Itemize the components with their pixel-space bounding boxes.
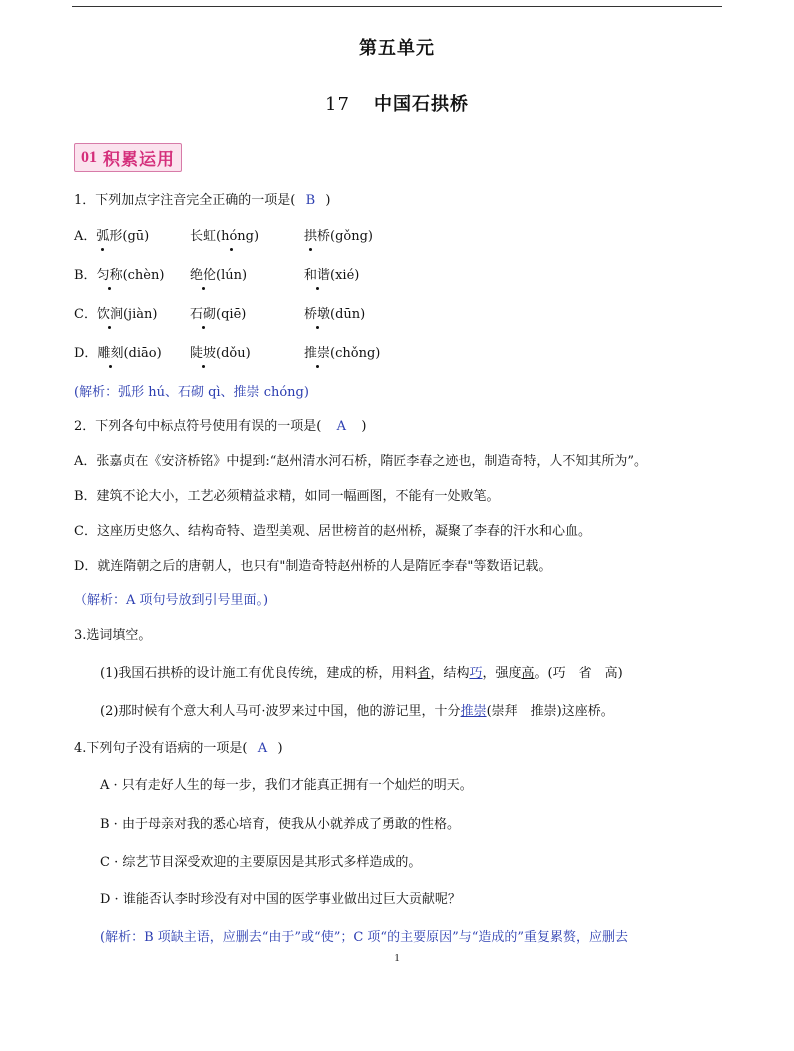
q3-sentence-1: (1)我国石拱桥的设计施工有优良传统，建成的桥，用料省，结构巧，强度高。(巧 省 高) [100,666,623,681]
q1-answer: B [305,193,316,208]
q2-option-d: D．就连隋朝之后的唐朝人，也只有"制造奇特赵州桥的人是隋匠李春"等数语记载。 [74,559,552,574]
q2-stem: 2．下列各句中标点符号使用有误的一项是( A ) [74,417,366,437]
q1-analysis: (解析：弧形 hú、石砌 qì、推崇 chóng) [74,385,309,400]
q4-option-c: C · 综艺节目深受欢迎的主要原因是其形式多样造成的。 [100,855,422,870]
q4-answer: A [257,741,268,756]
q2-option-a: A．张嘉贞在《安济桥铭》中提到:“赵州清水河石桥，隋匠李春之迹也，制造奇特，人不知其所为”。 [74,454,648,469]
q3-stem: 3.选词填空。 [74,628,152,643]
section-badge [74,143,182,172]
section-number: 01 [81,148,97,166]
q1-option-c: C．饮涧(jiàn) 石砌(qiē) 桥墩(dūn) [74,305,674,325]
q2-option-c: C．这座历史悠久、结构奇特、造型美观、居世榜首的赵州桥，凝聚了李春的汗水和心血。 [74,524,591,539]
unit-title: 第五单元 [359,38,435,59]
q1-option-d: D．雕刻(diāo) 陡坡(dǒu) 推崇(chǒng) [74,344,674,364]
header-rule [72,6,722,7]
q4-option-d: D · 谁能否认李时珍没有对中国的医学事业做出过巨大贡献呢？ [100,892,461,907]
q3-answer-3: 高 [521,666,535,681]
lesson-title [0,90,794,116]
q3-answer-1: 省 [417,666,431,681]
q2-option-b: B．建筑不论大小，工艺必须精益求精，如同一幅画图，不能有一处败笔。 [74,489,500,504]
section-label: 积累运用 [103,150,175,170]
q4-stem: 4.下列句子没有语病的一项是( A ) [74,739,283,759]
q3-answer-4: 推崇 [460,704,487,719]
lesson-name: 中国石拱桥 [373,94,469,115]
q4-option-a: A · 只有走好人生的每一步，我们才能真正拥有一个灿烂的明天。 [100,778,473,793]
q3-sentence-2: (2)那时候有个意大利人马可·波罗来过中国，他的游记里，十分推崇(崇拜 推崇)这座桥。 [100,704,614,719]
q2-answer: A [336,419,347,434]
q1-stem: 1．下列加点字注音完全正确的一项是( B ) [74,191,330,211]
q1-option-a: A．弧形(gū) 长虹(hóng) 拱桥(gǒng) [74,227,674,247]
q3-answer-2: 巧 [469,666,483,681]
page-number: 1 [394,952,400,964]
q4-option-b: B · 由于母亲对我的悉心培育，使我从小就养成了勇敢的性格。 [100,817,460,832]
q1-option-b: B．匀称(chèn) 绝伦(lún) 和谐(xié) [74,266,674,286]
lesson-number: 17 [325,94,350,115]
q4-analysis: (解析：B 项缺主语，应删去“由于”或“使”；C 项“的主要原因”与“造成的”重复累赘，应删去 [100,930,629,945]
q2-analysis: （解析：A 项句号放到引号里面。) [74,593,269,608]
